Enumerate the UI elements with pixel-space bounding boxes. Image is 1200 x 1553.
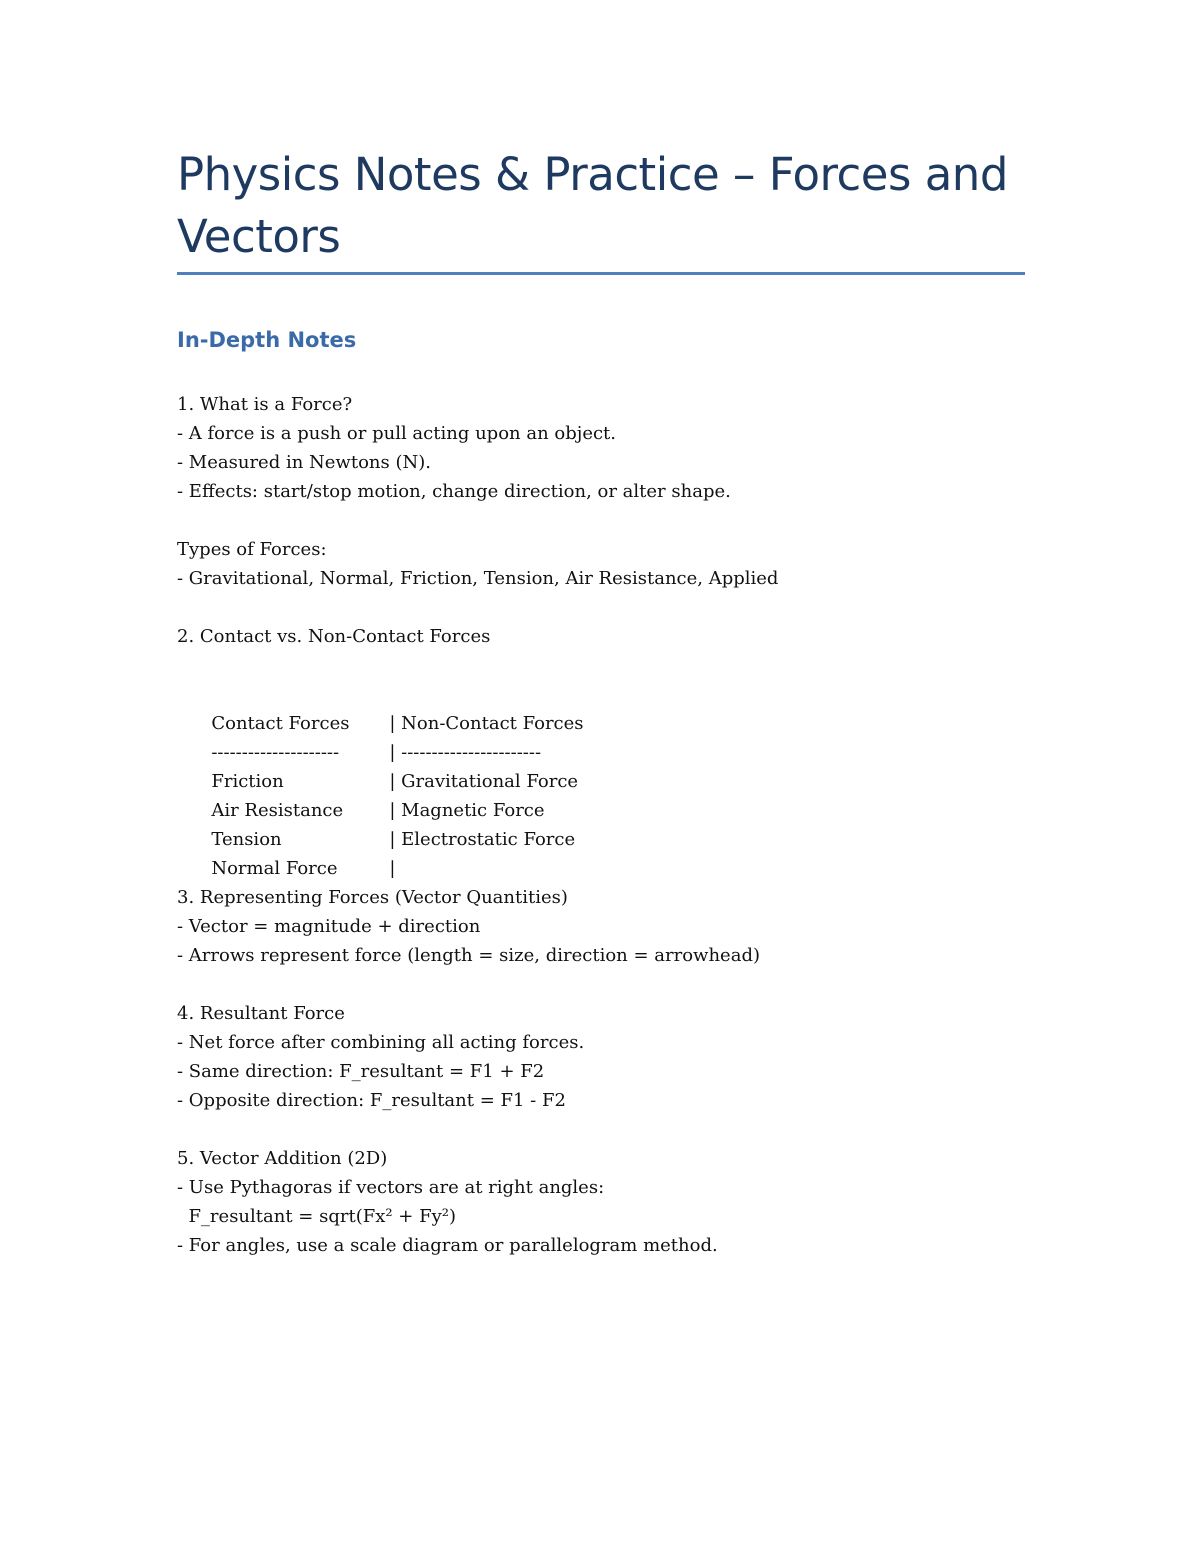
section-4-title: 4. Resultant Force [177, 1003, 345, 1024]
blank-line [177, 1115, 1025, 1144]
table-separator: | [389, 829, 402, 850]
section-1-line: - A force is a push or pull acting upon an object. [177, 423, 617, 444]
blank-line [177, 651, 1025, 680]
table-cell: Tension [211, 829, 282, 850]
section-2-title: 2. Contact vs. Non-Contact Forces [177, 626, 491, 647]
table-divider-cell: --------------------- [211, 742, 340, 763]
section-3-title: 3. Representing Forces (Vector Quantities) [177, 887, 568, 908]
types-line: - Gravitational, Normal, Friction, Tension, Air Resistance, Applied [177, 568, 779, 589]
blank-line [177, 970, 1025, 999]
section-4-line: - Same direction: F_resultant = F1 + F2 [177, 1061, 545, 1082]
section-1-line: - Measured in Newtons (N). [177, 452, 431, 473]
table-divider-cell: ----------------------- [401, 742, 542, 763]
section-5-line: F_resultant = sqrt(Fx² + Fy²) [177, 1206, 456, 1227]
table-cell: Normal Force [211, 858, 338, 879]
table-separator: | [389, 742, 402, 763]
section-3-line: - Vector = magnitude + direction [177, 916, 481, 937]
table-header-cell: Contact Forces [211, 713, 350, 734]
blank-line [177, 593, 1025, 622]
table-separator: | [389, 713, 402, 734]
title-underline [177, 272, 1025, 275]
section-4-line: - Opposite direction: F_resultant = F1 - F2 [177, 1090, 566, 1111]
section-heading: In-Depth Notes [177, 328, 357, 352]
table-separator: | [389, 858, 402, 879]
table-cell: Friction [211, 771, 284, 792]
section-4-line: - Net force after combining all acting forces. [177, 1032, 585, 1053]
types-title: Types of Forces: [177, 539, 327, 560]
table-separator: | [389, 800, 402, 821]
section-5-title: 5. Vector Addition (2D) [177, 1148, 388, 1169]
table-header-cell: Non-Contact Forces [401, 713, 584, 734]
notes-body [177, 390, 1025, 1260]
table-cell: Magnetic Force [401, 800, 545, 821]
blank-line [177, 506, 1025, 535]
section-1-title: 1. What is a Force? [177, 394, 353, 415]
table-cell: Gravitational Force [401, 771, 579, 792]
table-cell: Electrostatic Force [401, 829, 576, 850]
document-title: Physics Notes & Practice – Forces and Vectors [177, 148, 1008, 263]
table-separator: | [389, 771, 402, 792]
section-3-line: - Arrows represent force (length = size, direction = arrowhead) [177, 945, 760, 966]
section-5-line: - For angles, use a scale diagram or parallelogram method. [177, 1235, 718, 1256]
table-header-row [177, 680, 1025, 734]
section-5-line: - Use Pythagoras if vectors are at right angles: [177, 1177, 605, 1198]
section-1-line: - Effects: start/stop motion, change direction, or alter shape. [177, 481, 731, 502]
table-cell: Air Resistance [211, 800, 344, 821]
